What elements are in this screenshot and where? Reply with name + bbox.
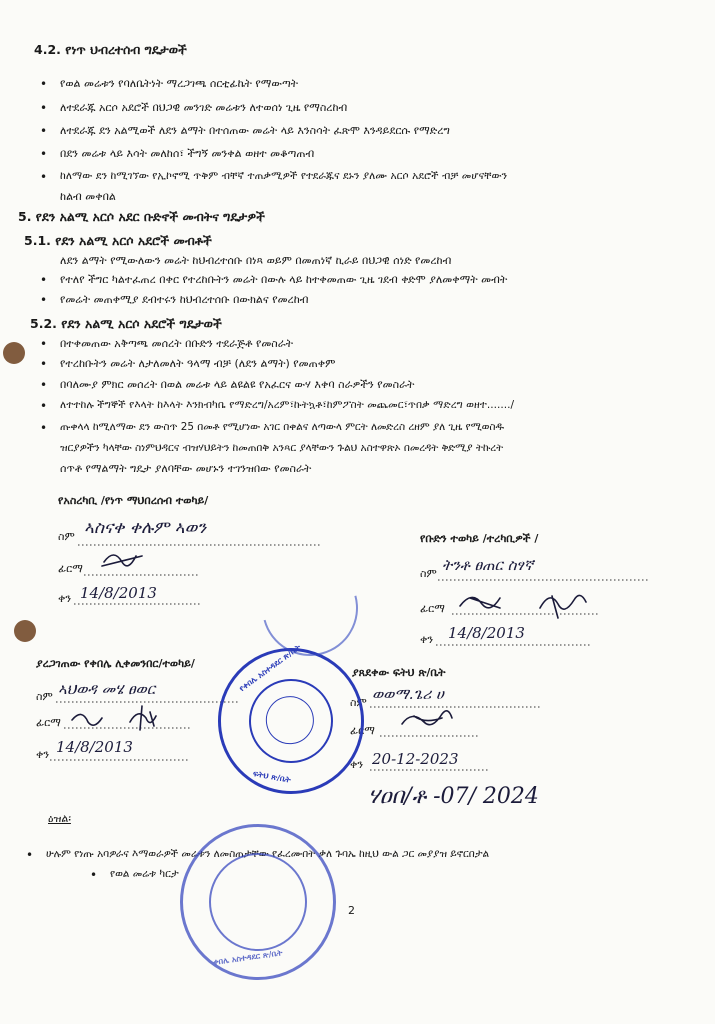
court-name-label: ስም: [350, 696, 367, 709]
kebele-date-label: ቀን: [36, 748, 50, 761]
section-5-1-title: 5.1. የደን አልሚ አርሶ አደሮች መብቶች: [24, 233, 212, 248]
list-item: • የወል መሬቱን የባለቤትነት ማረጋገጫ ሰርቲፊኬት የማውጣት: [60, 77, 298, 91]
group-sign-label: ፊርማ: [420, 602, 445, 615]
kebele-date: 14/8/2013: [56, 738, 133, 756]
kebele-name: ኣህወዳ መሄ ፀወር: [58, 680, 156, 698]
court-date-label: ቀን: [350, 758, 364, 771]
handover-date-label: ቀን: [58, 592, 72, 605]
handover-name: ኣስናቀ ቀሉም ኣወን: [84, 518, 207, 538]
handover-signature: [102, 555, 142, 566]
page-number: 2: [348, 904, 355, 917]
list-item: • ከለማው ደን ከሚገኘው የኢኮኖሚ ጥቅም ብቸኛ ተጠቃሚዎች የተደራጁና ደኑን ያለሙ አርሶ አደሮች ብቻ መሆናቸውን: [60, 170, 507, 183]
list-item: • ለተደራጁ ደን አልሚወች ለደን ልማት በተሰጠው መሬት ላይ እንስሳት ፈጽሞ እንዳይደርሱ የማድረግ: [60, 124, 450, 138]
list-item: • የመሬት መጠቀሚያ ደብተሩን ከህብረተሰቡ በውክልና የመረከብ: [60, 293, 309, 307]
list-item: • በተቀመጠው አቅጣጫ መሰረት በቡድን ተደራጅቶ የመስራት: [60, 337, 293, 351]
section-4-2-title: 4.2. የነጥ ህብረተሰብ ግዴታወች: [34, 42, 187, 57]
list-item: • በደን መሬቱ ላይ እሳት መለከሰ፣ ችግኝ መንቀል ወዘተ መቆጣጠብ: [60, 147, 314, 161]
section-5-title: 5. የደን አልሚ አርሶ አደር ቡድኖች መብትና ግዴታዎች: [18, 209, 265, 224]
court-signature: [402, 711, 452, 725]
section-5-2-title: 5.2. የደን አልሚ አርሶ አደሮች ግዴታወች: [30, 316, 222, 331]
note-line: • ሁሉም የነጡ አባዎራና እማወራዎች መሬቱን ለመስጠታቸው የፈረሙበት ቃለ ጉባኤ ከዚህ ውል ጋር መያያዝ ይኖርበታል: [46, 848, 489, 861]
admin-stamp: [180, 824, 336, 980]
list-item-continuation: ከልብ መቀበል: [60, 190, 116, 203]
kebele-sign-label: ፊርማ: [36, 716, 61, 729]
list-item: • የተለየ ችግር ካልተፈጠረ በቀር የተረከቡትን መሬት በውሉ ላይ ከተቀመጠው ጊዜ ገደብ ቀድሞ ያለመቀማት መብት: [60, 273, 507, 287]
list-item: • የተረከቡትን መሬት ለታለመለት ዓላማ ብቻ (ለደን ልማት) የመጠቀም: [60, 357, 335, 371]
kebele-signature: [72, 706, 156, 730]
stamp-text: ቀበሌ አስተዳደር ጽ/ቤት: [212, 948, 283, 967]
list-item: • ጡቀላላ ከሚለማው ደን ውስጥ 25 በመቶ የሚሆነው አገር በቀልና ለጣውላ ምርት ለመድረስ ረዘም ያለ ጊዜ የሚወስዱ: [60, 421, 504, 434]
note-label: ዕዝል፡: [48, 812, 71, 825]
note-line: • የወል መሬቱ ካርታ: [110, 868, 179, 881]
handover-name-label: ስም: [58, 530, 75, 543]
group-title: የቡድን ተወካይ /ተረካቢዎች /: [420, 532, 539, 545]
court-sign-label: ፊርማ: [350, 724, 375, 737]
group-date: 14/8/2013: [448, 624, 525, 642]
stamp-text: የቀበሌ አስተዳደር ጽ/ቤት: [237, 642, 303, 694]
group-name: ትንቶ ፀጠር ስፃኛ: [442, 556, 534, 574]
handover-sign-label: ፊርማ: [58, 562, 83, 575]
list-item: • ለተደራጁ አርሶ አደሮች በህጋዊ መንገድ መሬቱን ለተወሰነ ጊዜ የማስረከብ: [60, 101, 347, 115]
kebele-name-label: ስም: [36, 690, 53, 703]
court-title: ያጸደቀው ፍትህ ጽ/ቤት: [352, 666, 446, 679]
group-signature: [460, 595, 586, 618]
list-item: • በባለሙያ ምክር መሰረት በወል መሬቱ ላይ ልዩልዩ የአፈርና ውሃ እቀባ ስራዎችን የመስራት: [60, 378, 414, 392]
stamp-inner-ring: [209, 853, 307, 951]
stamp-text: ፍትህ ጽ/ቤት: [252, 768, 292, 785]
court-name: ወወማ.ጌሪ ሀ: [372, 685, 444, 703]
group-name-label: ስም: [420, 567, 437, 580]
list-item: ለደን ልማት የሚውለውን መሬት ከህብረተሰቡ በነጻ ወይም በመጠነኛ ኪራይ በህጋዊ ሰነድ የመረከብ: [60, 254, 452, 267]
handover-title: የአስረካቢ /የነጥ ማህበረሰብ ተወካይ/: [58, 494, 209, 507]
group-date-label: ቀን: [420, 633, 434, 646]
court-reference: ሃዐበ/ቶ -07/ 2024: [368, 784, 539, 809]
kebele-title: ያረጋገጠው የቀበሌ ሊቀመንበር/ተወካይ/: [36, 657, 195, 670]
list-item: • ለተተከሉ ችግኞች የእላት ከእላት እንክብካቤ የማድረግ/አረም፣ኩትኳቶ፣ከምፖስት መጨመር፣ጥበቃ ማድረግ ወዘተ......./: [60, 399, 514, 412]
list-item-continuation: ዝርያዎችን ካላቸው ስነምህዳርና ብዝሃህይትን ከመጠበቅ አንጻር ያላቸውን ጉልህ አስተዋጽኦ በመረዳት ቅድሚያ ትኩረት: [60, 442, 504, 454]
list-item-continuation: ሰጥቶ የማልማት ግዴታ ያለባቸው መሆኑን ተገንዝበው የመስራት: [60, 462, 312, 475]
court-date: 20-12-2023: [372, 750, 459, 768]
handover-date: 14/8/2013: [80, 584, 157, 602]
